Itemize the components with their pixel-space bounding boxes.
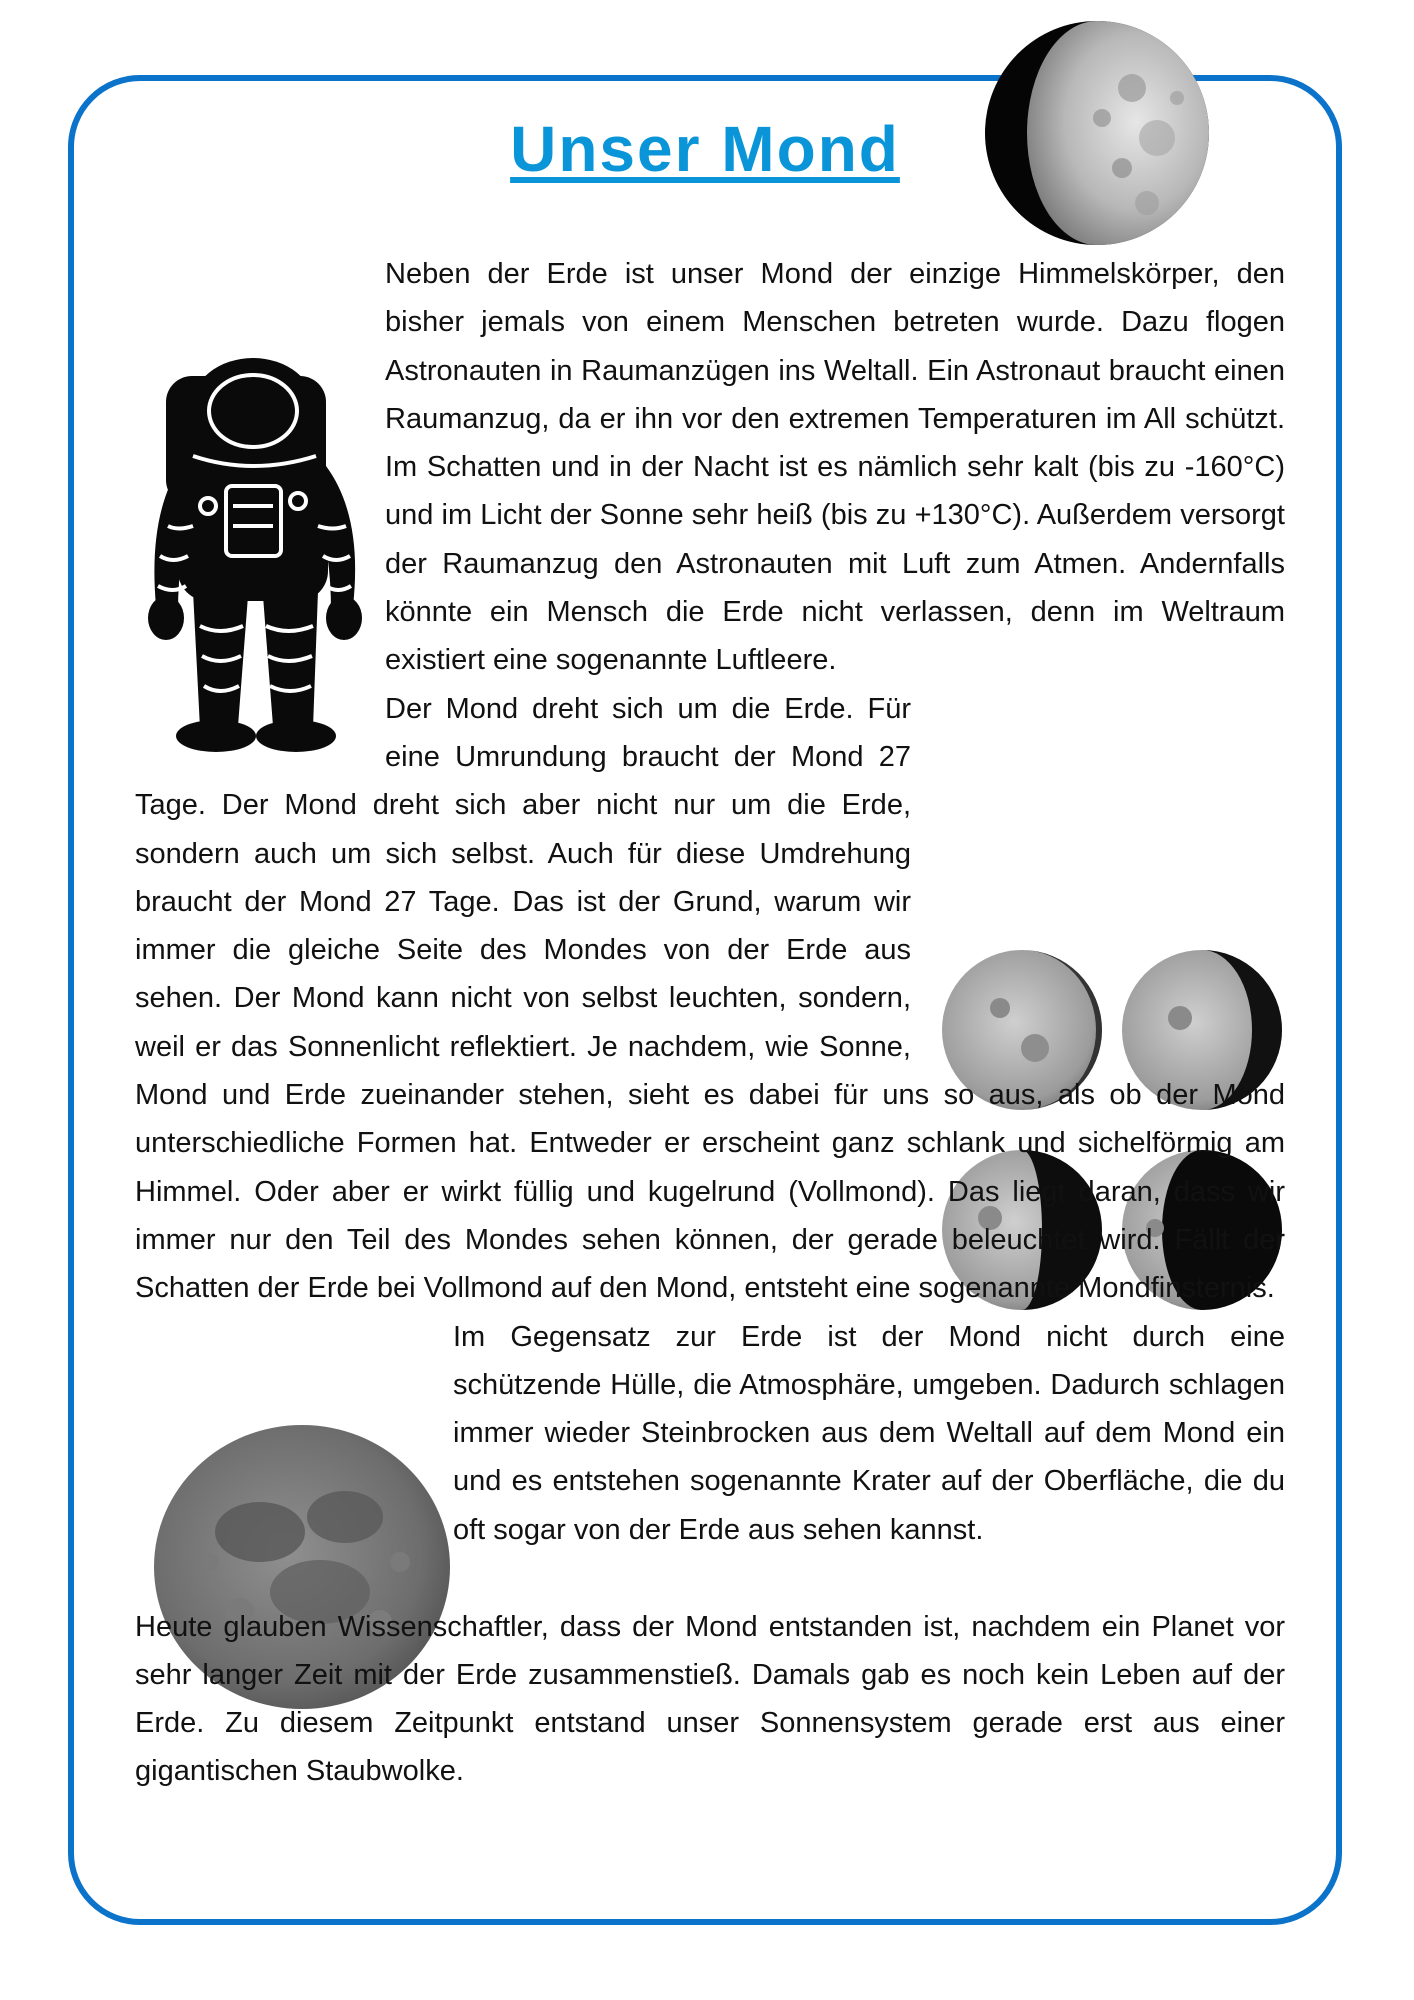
astronaut-spacer: [135, 250, 385, 750]
paragraph-1: Neben der Erde ist unser Mond der einzige Himmelskörper, den bisher jemals von einem Menschen betreten wurde. Dazu flogen Astronauten in Raumanzügen ins Weltall. Ein Astronaut braucht einen Raumanzug, da er ihn vor den extremen Temperaturen im All schützt. Im Schatten und in der Nacht ist es nämlich sehr kalt (bis zu -160°C) und im Licht der Sonne sehr heiß (bis zu +130°C). Außerdem versorgt der Raumanzug den Astronauten mit Luft zum Atmen. Andernfalls könnte ein Mensch die Erde nicht verlassen, denn im Weltraum existiert eine sogenannte Luftleere.: [385, 258, 1285, 677]
paragraph-4: Heute glauben Wissenschaftler, dass der Mond entstanden ist, nachdem ein Planet vor sehr langer Zeit mit der Erde zusammenstieß. Damals gab es noch kein Leben auf der Erde. Zu diesem Zeitpunkt entstand unser Sonnensystem gerade erst aus einer gigantischen Staubwolke.: [135, 1610, 1285, 1788]
paragraph-2: [135, 685, 1285, 1313]
moon-icon: [982, 18, 1212, 248]
paragraph-2-text: Der Mond dreht sich um die Erde. Für eine Umrundung braucht der Mond 27 Tage. Der Mond dreht sich aber nicht nur um die Erde, sondern auch um sich selbst. Auch für diese Umdrehung braucht der Mond 27 Tage. Das ist der Grund, warum wir immer die gleiche Seite des Mondes von der Erde aus sehen. Der Mond kann nicht von selbst leuchten, sondern, weil er das Sonnenlicht reflektiert. Je nachdem, wie Sonne, Mond und Erde zueinander stehen, sieht es dabei für uns so aus, als ob der Mond unterschiedliche Formen hat. Entweder er erscheint ganz schlank und sichelförmig am Himmel. Oder aber er wirkt füllig und kugelrund (Vollmond). Das liegt daran, dass wir immer nur den Teil des Mondes sehen können, der gerade beleuchtet wird. Fällt der Schatten der Erde bei Vollmond auf den Mond, entsteht eine sogenannte Mondfinsternis.: [135, 692, 1285, 1305]
page-title: Unser Mond: [510, 113, 900, 185]
paragraph-3: Im Gegensatz zur Erde ist der Mond nicht durch eine schützende Hülle, die Atmosphäre, umgeben. Dadurch schlagen immer wieder Steinbrocken aus dem Weltall auf dem Mond ein und es entstehen sogenannte Krater auf der Oberfläche, die du oft sogar von der Erde aus sehen kannst.: [453, 1320, 1285, 1546]
phases-spacer: [935, 685, 1285, 1070]
full-moon-spacer: [135, 1313, 453, 1603]
article-body: [135, 250, 1285, 1796]
